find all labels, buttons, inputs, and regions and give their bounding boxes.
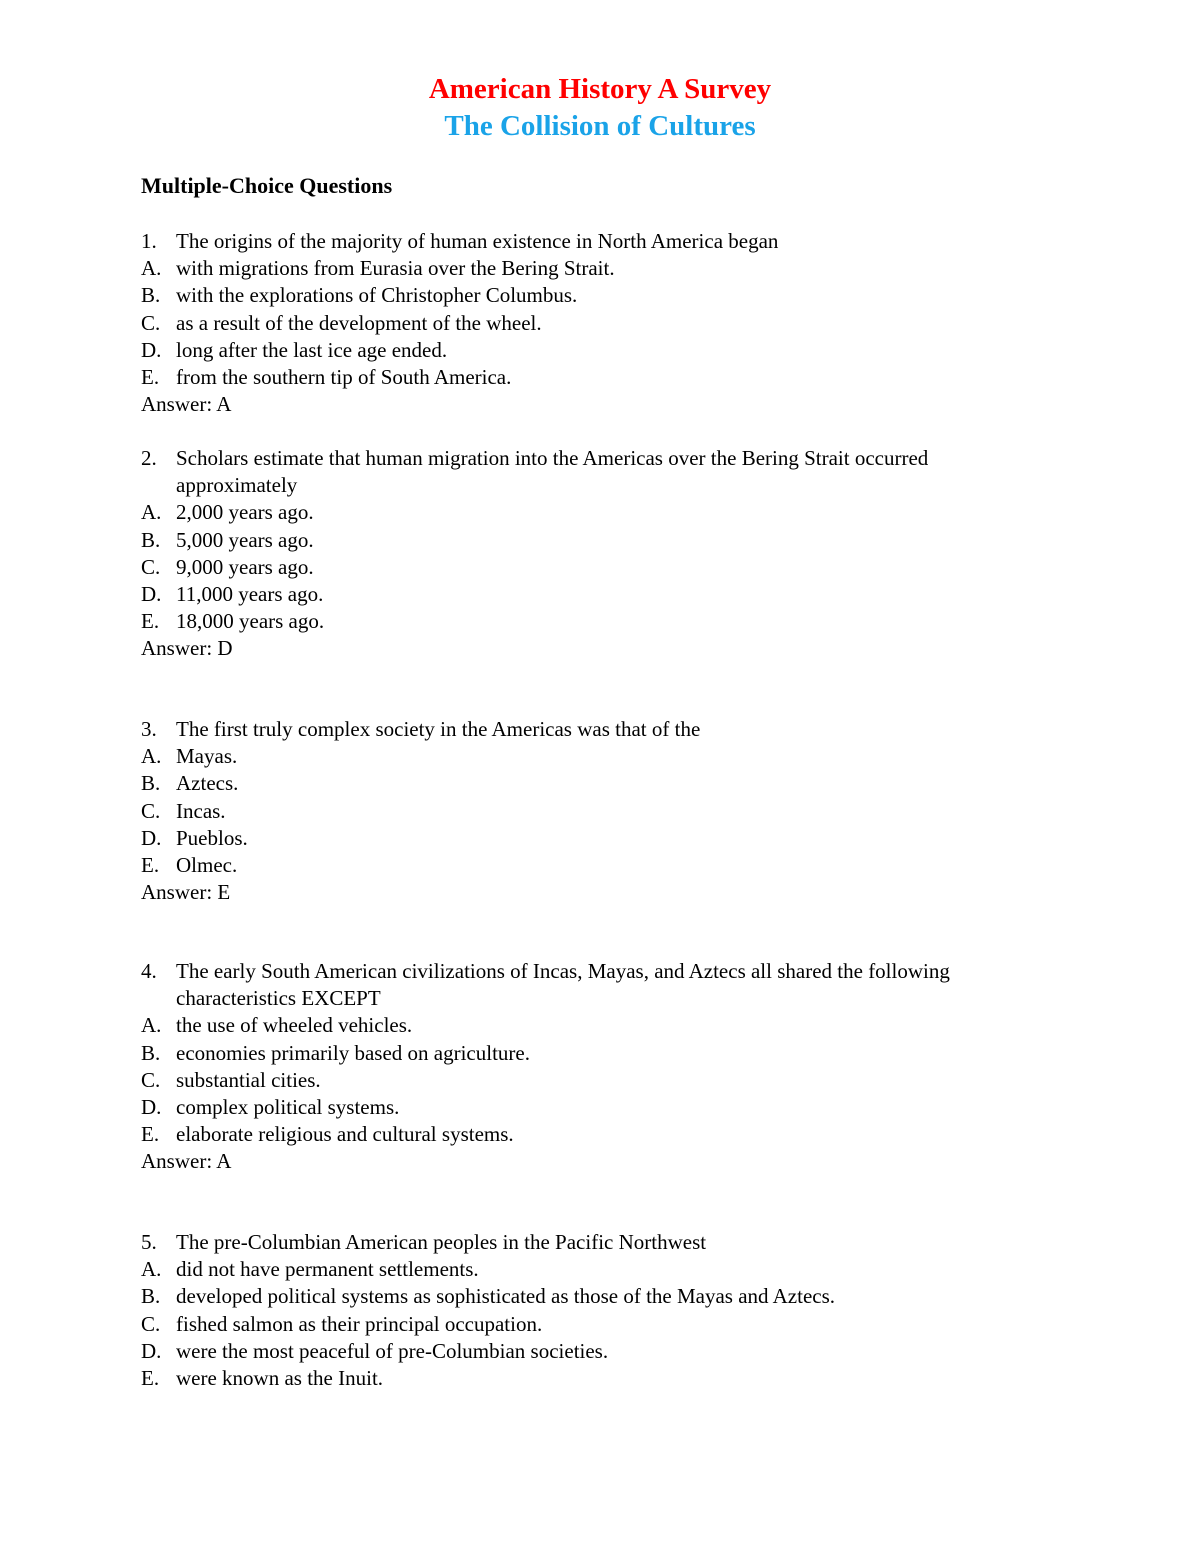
option-letter: A. — [141, 1013, 162, 1038]
option-letter: A. — [141, 1257, 162, 1282]
option-letter: D. — [141, 825, 162, 850]
option-text: Aztecs. — [176, 771, 239, 796]
question-number: 2. — [141, 446, 157, 470]
option-letter: D. — [141, 337, 162, 362]
option-b — [141, 527, 1101, 554]
option-letter: E. — [141, 852, 160, 877]
question-number: 1. — [141, 229, 157, 253]
question-5 — [141, 1229, 1101, 1392]
question-stem — [141, 958, 1101, 985]
question-number: 4. — [141, 959, 157, 983]
answer-line: Answer: A — [141, 1149, 232, 1174]
option-letter: D. — [141, 1338, 162, 1363]
option-d — [141, 581, 1101, 608]
option-letter: D. — [141, 581, 162, 606]
question-number: 3. — [141, 717, 157, 741]
option-e — [141, 364, 1101, 391]
option-d — [141, 1338, 1101, 1365]
option-text: from the southern tip of South America. — [176, 364, 512, 389]
option-a — [141, 1012, 1101, 1039]
option-text: economies primarily based on agriculture. — [176, 1040, 530, 1065]
option-text: elaborate religious and cultural systems. — [176, 1122, 514, 1147]
question-stem — [141, 445, 1101, 472]
option-text: with the explorations of Christopher Columbus. — [176, 283, 578, 308]
question-stem — [141, 1229, 1101, 1256]
option-e — [141, 1365, 1101, 1392]
option-text: 18,000 years ago. — [176, 609, 325, 634]
option-b — [141, 770, 1101, 797]
option-letter: E. — [141, 1365, 160, 1390]
answer-line: Answer: A — [141, 392, 232, 417]
option-text: the use of wheeled vehicles. — [176, 1013, 413, 1038]
option-c — [141, 1311, 1101, 1338]
section-heading: Multiple-Choice Questions — [141, 173, 393, 198]
option-text: fished salmon as their principal occupation. — [176, 1311, 543, 1336]
question-3 — [141, 716, 1101, 906]
option-d — [141, 337, 1101, 364]
question-4 — [141, 958, 1101, 1176]
option-letter: E. — [141, 1122, 160, 1147]
option-a — [141, 255, 1101, 282]
option-text: long after the last ice age ended. — [176, 337, 448, 362]
option-b — [141, 1040, 1101, 1067]
question-number: 5. — [141, 1230, 157, 1254]
option-text: as a result of the development of the wheel. — [176, 310, 542, 335]
question-stem — [141, 228, 1101, 255]
option-c — [141, 554, 1101, 581]
option-letter: B. — [141, 283, 161, 308]
option-text: substantial cities. — [176, 1067, 321, 1092]
option-text: Olmec. — [176, 852, 238, 877]
question-stem-text: The early South American civilizations of Incas, Mayas, and Aztecs all shared the following — [176, 959, 950, 983]
option-letter: C. — [141, 310, 161, 335]
option-letter: B. — [141, 771, 161, 796]
option-letter: C. — [141, 554, 161, 579]
option-letter: A. — [141, 744, 162, 769]
option-text: did not have permanent settlements. — [176, 1257, 479, 1282]
answer-line: Answer: E — [141, 880, 231, 905]
option-text: 9,000 years ago. — [176, 554, 314, 579]
option-a — [141, 499, 1101, 526]
question-stem-text: The first truly complex society in the Americas was that of the — [176, 717, 701, 741]
option-letter: E. — [141, 364, 160, 389]
option-letter: B. — [141, 1040, 161, 1065]
option-c — [141, 798, 1101, 825]
option-b — [141, 282, 1101, 309]
question-stem — [141, 716, 1101, 743]
option-letter: A. — [141, 500, 162, 525]
question-stem-text: The origins of the majority of human existence in North America began — [176, 229, 779, 253]
option-text: complex political systems. — [176, 1094, 400, 1119]
option-letter: D. — [141, 1094, 162, 1119]
option-text: were the most peaceful of pre-Columbian societies. — [176, 1338, 609, 1363]
question-stem-text: The pre-Columbian American peoples in the Pacific Northwest — [176, 1230, 707, 1254]
option-text: 11,000 years ago. — [176, 581, 324, 606]
option-text: 5,000 years ago. — [176, 527, 314, 552]
option-c — [141, 1067, 1101, 1094]
option-text: 2,000 years ago. — [176, 500, 314, 525]
option-e — [141, 1121, 1101, 1148]
option-letter: B. — [141, 527, 161, 552]
question-stem-continuation — [141, 472, 1101, 499]
option-text: with migrations from Eurasia over the Bering Strait. — [176, 256, 615, 281]
option-text: developed political systems as sophisticated as those of the Mayas and Aztecs. — [176, 1284, 836, 1309]
option-text: were known as the Inuit. — [176, 1365, 384, 1390]
option-text: Incas. — [176, 798, 226, 823]
option-text: Mayas. — [176, 744, 238, 769]
answer-line: Answer: D — [141, 636, 233, 661]
option-d — [141, 1094, 1101, 1121]
option-b — [141, 1283, 1101, 1310]
option-a — [141, 743, 1101, 770]
option-letter: C. — [141, 1311, 161, 1336]
document-subtitle: The Collision of Cultures — [444, 110, 756, 142]
option-d — [141, 825, 1101, 852]
option-letter: C. — [141, 1067, 161, 1092]
question-stem-continuation — [141, 985, 1101, 1012]
option-letter: A. — [141, 256, 162, 281]
question-stem-text: approximately — [176, 473, 298, 498]
option-a — [141, 1256, 1101, 1283]
option-e — [141, 608, 1101, 635]
question-stem-text: characteristics EXCEPT — [176, 986, 381, 1011]
option-e — [141, 852, 1101, 879]
question-2 — [141, 445, 1101, 663]
option-letter: B. — [141, 1284, 161, 1309]
option-letter: C. — [141, 798, 161, 823]
option-letter: E. — [141, 609, 160, 634]
question-stem-text: Scholars estimate that human migration into the Americas over the Bering Strait occurred — [176, 446, 929, 470]
question-1 — [141, 228, 1101, 418]
option-text: Pueblos. — [176, 825, 248, 850]
document-title: American History A Survey — [428, 73, 772, 105]
option-c — [141, 310, 1101, 337]
